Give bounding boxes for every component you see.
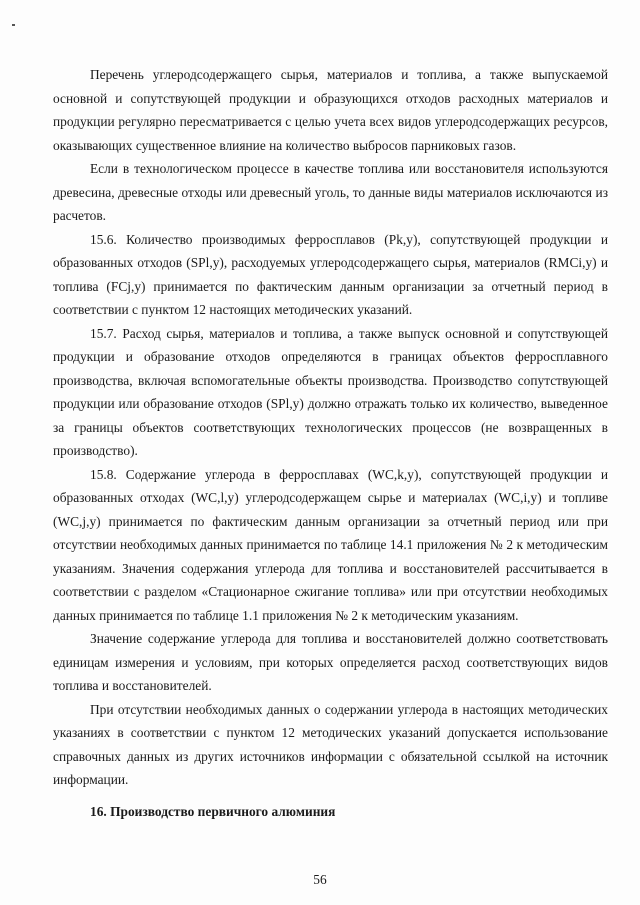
paragraph-15-6: 15.6. Количество производимых ферросплавов (Pk,y), сопутствующей продукции и образованных отходов (SPl,y), расходуемых углеродсодержащего сырья, материалов (RMCi,y) и топлива (FCj,y) принимается по фактическим данным организации за отчетный период в соответствии с пунктом 12 настоящих методических указаний. xyxy=(53,231,608,317)
paragraph-carbon-units: Значение содержание углерода для топлива и восстановителей должно соответствовать единицам измерения и условиям, при которых определяется расход соответствующих видов топлива и восстановителей. xyxy=(53,631,608,693)
page-number: 56 xyxy=(313,872,327,887)
paragraph-15-8: 15.8. Содержание углерода в ферросплавах (WC,k,y), сопутствующей продукции и образованных отходах (WC,l,y) углеродсодержащем сырье и материалах (WC,i,y) и топливе (WC,j,y) принимается по фактическим данным организации за отчетный период или при отсутствии необходимых данных принимается по таблице 14.1 приложения № 2 к методическим указаниям. Значения содержания углерода для топлива и восстановителей рассчитывается в соответствии с разделом «Стационарное сжигание топлива» или при отсутствии необходимых данных принимается по таблице 1.1 приложения № 2 к методическим указаниям. xyxy=(53,466,608,623)
paragraph-reference-sources: При отсутствии необходимых данных о содержании углерода в настоящих методических указаниях в соответствии с пунктом 12 методических указаний допускается использование справочных данных из других источников информации с обязательной ссылкой на источник информации. xyxy=(53,701,608,787)
body-text xyxy=(53,63,608,792)
paragraph-wood-exclusion: Если в технологическом процессе в качестве топлива или восстановителя используются древесина, древесные отходы или древесный уголь, то данные виды материалов исключаются из расчетов. xyxy=(53,161,608,223)
section-heading: 16. Производство первичного алюминия xyxy=(90,804,336,819)
paragraph-15-7: 15.7. Расход сырья, материалов и топлива, а также выпуск основной и сопутствующей продукции и образование отходов определяются в границах объектов ферросплавного производства, включая вспомогательные объекты производства. Производство сопутствующей продукции или образование отходов (SPl,y) должно отражать только их количество, выведенное за границы объектов соответствующих технологических процессов (не возвращенных в производство). xyxy=(53,325,608,458)
scan-artifact xyxy=(12,24,15,26)
paragraph-carbon-list: Перечень углеродсодержащего сырья, материалов и топлива, а также выпускаемой основной и сопутствующей продукции и образующихся отходов расходных материалов и продукции регулярно пересматривается с целью учета всех видов углеродсодержащих ресурсов, оказывающих существенное влияние на количество выбросов парниковых газов. xyxy=(53,67,608,153)
